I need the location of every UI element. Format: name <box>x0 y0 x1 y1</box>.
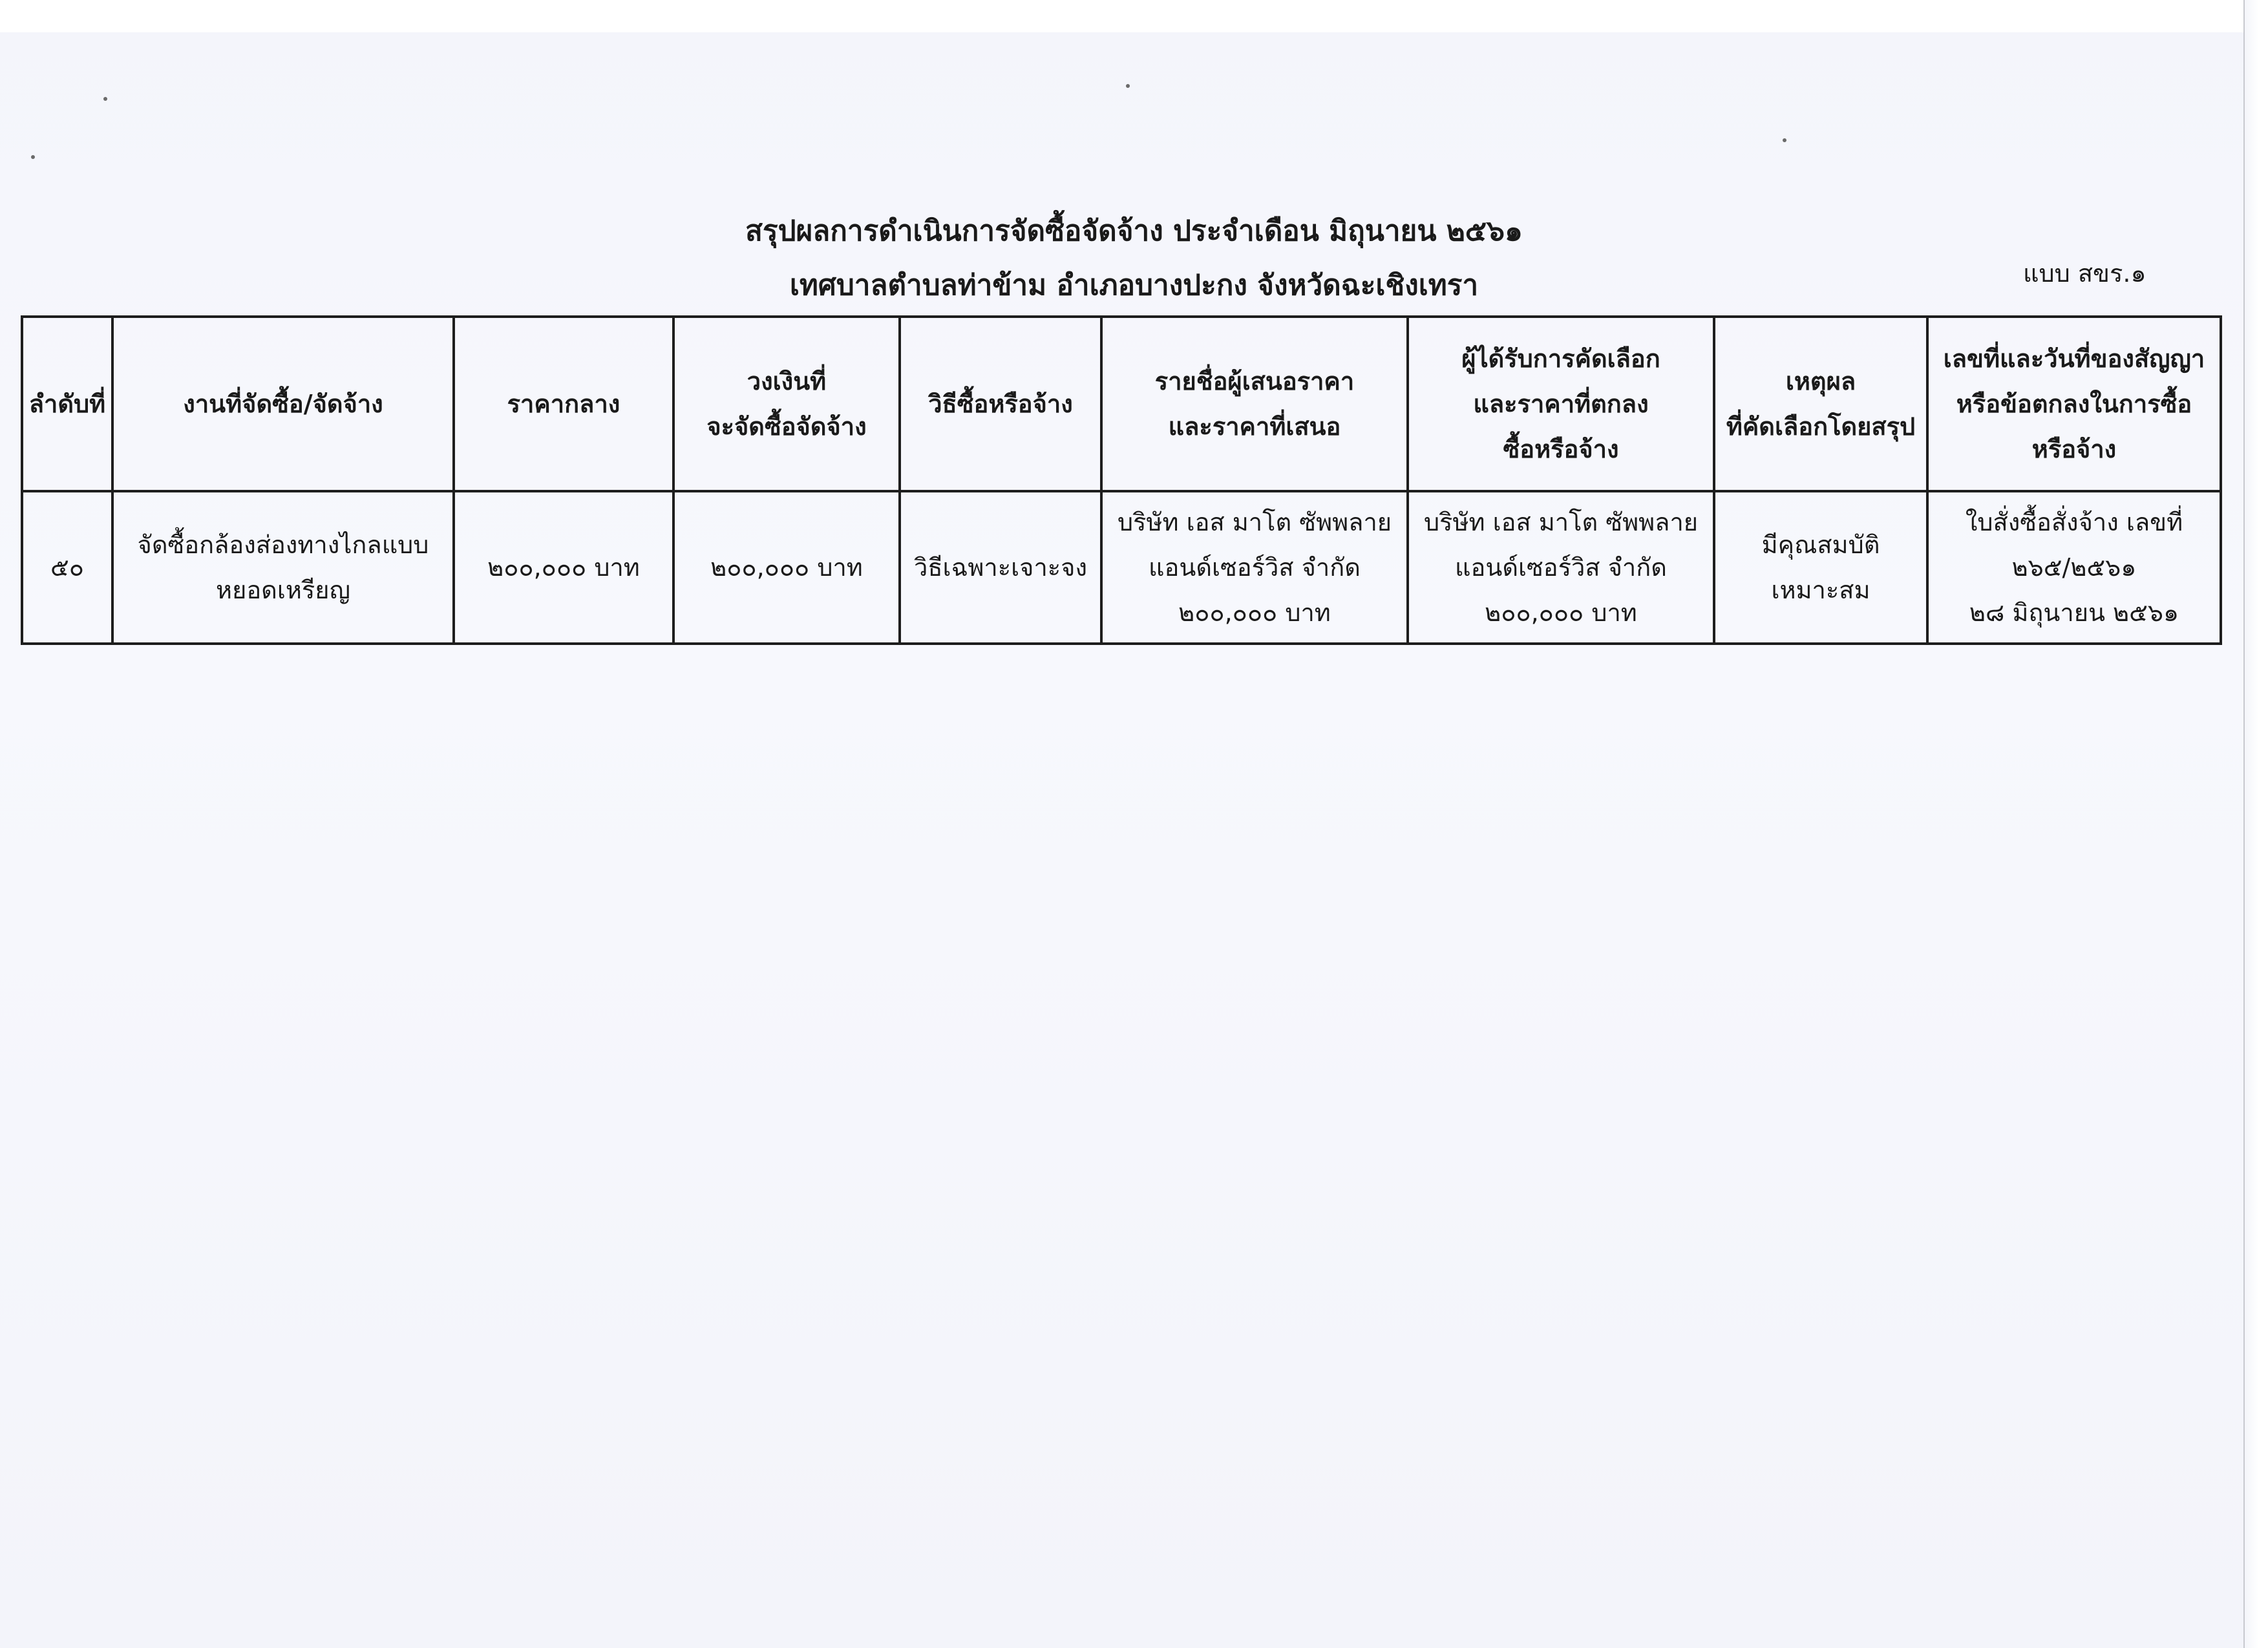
table-row <box>22 491 2221 644</box>
cell-selected-vendor: บริษัท เอส มาโต ซัพพลาย แอนด์เซอร์วิส จำกัด ๒๐๐,๐๐๐ บาท <box>1408 491 1714 644</box>
cell-sequence: ๕๐ <box>22 491 112 644</box>
procurement-summary-table <box>21 315 2222 645</box>
dust-speck <box>103 97 107 101</box>
dust-speck <box>1126 84 1130 88</box>
report-title: สรุปผลการดำเนินการจัดซื้อจัดจ้าง ประจำเดือน มิถุนายน ๒๕๖๑ <box>745 215 1523 248</box>
dust-speck <box>1783 138 1786 142</box>
cell-reference-price: ๒๐๐,๐๐๐ บาท <box>454 491 673 644</box>
column-header-reference-price: ราคากลาง <box>454 317 673 491</box>
cell-bidders: บริษัท เอส มาโต ซัพพลาย แอนด์เซอร์วิส จำกัด ๒๐๐,๐๐๐ บาท <box>1101 491 1408 644</box>
column-header-method: วิธีซื้อหรือจ้าง <box>900 317 1101 491</box>
cell-selection-reason: มีคุณสมบัติ เหมาะสม <box>1714 491 1927 644</box>
column-header-selection-reason: เหตุผล ที่คัดเลือกโดยสรุป <box>1714 317 1927 491</box>
column-header-contract-reference: เลขที่และวันที่ของสัญญา หรือข้อตกลงในการซื้อ หรือจ้าง <box>1927 317 2221 491</box>
column-header-budget: วงเงินที่ จะจัดซื้อจัดจ้าง <box>673 317 900 491</box>
cell-procurement-item: จัดซื้อกล้องส่องทางไกลแบบ หยอดเหรียญ <box>112 491 454 644</box>
scanner-top-margin <box>0 0 2268 32</box>
cell-method: วิธีเฉพาะเจาะจง <box>900 491 1101 644</box>
cell-budget: ๒๐๐,๐๐๐ บาท <box>673 491 900 644</box>
column-header-bidders: รายชื่อผู้เสนอราคา และราคาที่เสนอ <box>1101 317 1408 491</box>
column-header-sequence: ลำดับที่ <box>22 317 112 491</box>
column-header-selected-vendor: ผู้ได้รับการคัดเลือก และราคาที่ตกลง ซื้อหรือจ้าง <box>1408 317 1714 491</box>
column-header-procurement-item: งานที่จัดซื้อ/จัดจ้าง <box>112 317 454 491</box>
organization-subtitle: เทศบาลตำบลท่าข้าม อำเภอบางปะกง จังหวัดฉะเชิงเทรา <box>789 269 1479 302</box>
table-header-row <box>22 317 2221 491</box>
dust-speck <box>31 155 35 159</box>
cell-contract-reference: ใบสั่งซื้อสั่งจ้าง เลขที่ ๒๖๕/๒๕๖๑ ๒๘ มิถุนายน ๒๕๖๑ <box>1927 491 2221 644</box>
form-code: แบบ สขร.๑ <box>2023 259 2146 288</box>
